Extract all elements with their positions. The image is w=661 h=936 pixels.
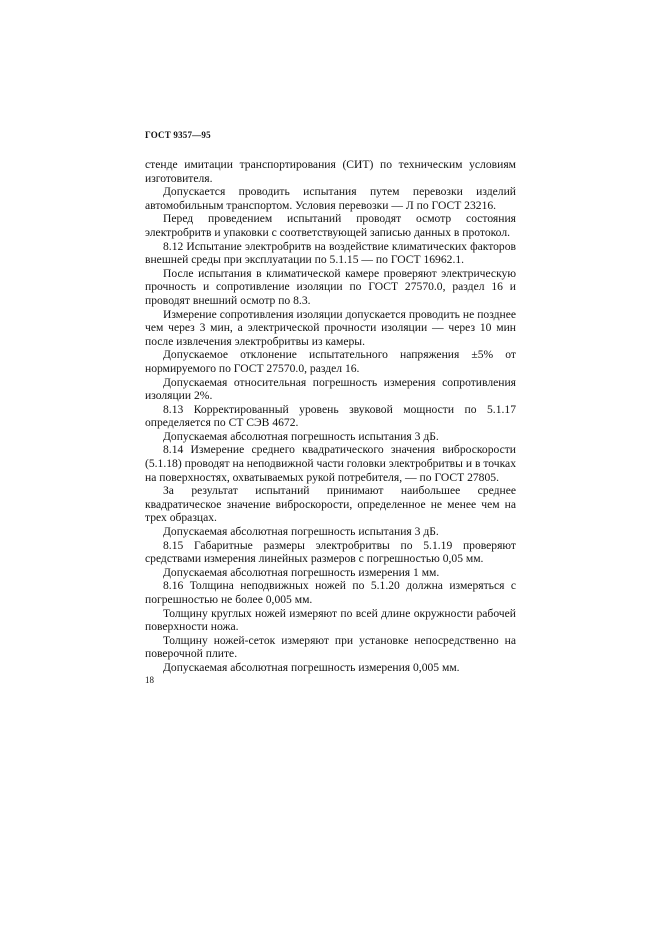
paragraph: 8.13 Корректированный уровень звуковой мощности по 5.1.17 определяется по СТ СЭВ 4672. [145, 402, 516, 430]
paragraph: Измерение сопротивления изоляции допускается проводить не позднее чем через 3 мин, а электрической прочности изоляции — через 10 мин после извлечения электробритвы из камеры. [145, 307, 516, 348]
paragraph: После испытания в климатической камере проверяют электрическую прочность и сопротивление изоляции по ГОСТ 27570.0, раздел 16 и проводят внешний осмотр по 8.3. [145, 266, 516, 307]
paragraph: Допускаемая относительная погрешность измерения сопротивления изоляции 2%. [145, 375, 516, 403]
paragraph: Допускаемая абсолютная погрешность испытания 3 дБ. [163, 525, 439, 539]
paragraph: За результат испытаний принимают наибольшее среднее квадратическое значение виброскорости, определенное не менее чем на трех образцах. [145, 484, 516, 525]
paragraph: Перед проведением испытаний проводят осмотр состояния электробритв и упаковки с соответствующей записью данных в протокол. [145, 212, 516, 239]
paragraph: Толщину ножей-сеток измеряют при установке непосредственно на поверочной плите. [145, 633, 516, 661]
paragraph: Допускается проводить испытания путем перевозки изделий автомобильным транспортом. Условия перевозки — Л по ГОСТ 23216. [145, 185, 516, 212]
paragraph: 8.12 Испытание электробритв на воздействие климатических факторов внешней среды при эксплуатации по 5.1.15 — по ГОСТ 16962.1. [145, 239, 516, 267]
page-number: 18 [145, 675, 154, 685]
paragraph: 8.15 Габаритные размеры электробритвы по 5.1.19 проверяют средствами измерения линейных размеров с погрешностью 0,05 мм. [145, 538, 516, 566]
paragraph: Допускаемое отклонение испытательного напряжения ±5% от нормируемого по ГОСТ 27570.0, раздел 16. [145, 348, 516, 375]
paragraph: 8.16 Толщина неподвижных ножей по 5.1.20 должна измеряться с погрешностью не более 0,005 мм. [145, 579, 516, 606]
document-header: ГОСТ 9357—95 [145, 130, 211, 140]
paragraph: стенде имитации транспортирования (СИТ) по техническим условиям изготовителя. [145, 158, 516, 185]
paragraph: Допускаемая абсолютная погрешность испытания 3 дБ. [163, 429, 439, 443]
paragraph: 8.14 Измерение среднего квадратического значения виброскорости (5.1.18) проводят на неподвижной части головки электробритвы и в точках на поверхностях, охватываемых рукой потребителя, — по ГОСТ 27805. [145, 443, 516, 484]
document-body [145, 158, 516, 675]
paragraph: Толщину круглых ножей измеряют по всей длине окружности рабочей поверхности ножа. [145, 606, 516, 634]
paragraph: Допускаемая абсолютная погрешность измерения 1 мм. [163, 565, 440, 579]
paragraph: Допускаемая абсолютная погрешность измерения 0,005 мм. [163, 660, 460, 674]
